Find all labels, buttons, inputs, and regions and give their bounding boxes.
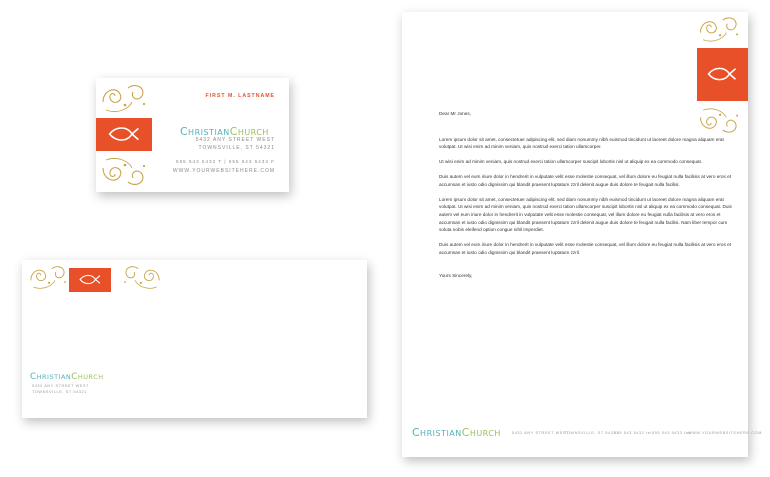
fish-icon (707, 65, 737, 83)
card-name: FIRST M. LASTNAME (205, 93, 275, 99)
letter-paragraph: Lorem ipsum dolor sit amet, consectetuer adipiscing elit, sed diam nonummy nibh euismod tincidunt ut laoreet dolore magna aliquam erat volutpat. Ut wisi enim ad minim veniam, quis nostrud exerci tation ullamcorper suscipit lobortis nisl ut aliquip ex ea commodo consequat. Duis autem vel eum iriure dolor in hendrerit in vulputate velit esse molestie consequat, vel illum dolore eu feugiat nulla facilisis at vero eros et accumsan et iusto odio dignissim qui blandit praesent luptatum zzril delenit augue duis dolore te feugait nulla facilisi. Nam liber tempor cum soluta nobis eleifend option congue nihil imperdiet. (439, 196, 732, 233)
letter-paragraph: Duis autem vel eum iriure dolor in hendrerit in vulputate velit esse molestie consequat, vel illum dolore eu feugiat nulla facilisis at vero eros et accumsan et iusto odio dignissim qui blandit praesent luptatum zzril. (439, 242, 732, 255)
card-website: WWW.YOURWEBSITEHERE.COM (172, 168, 275, 174)
envelope-logo-wordmark: CHRISTIANCHURCH (30, 372, 104, 382)
letter-paragraph: Duis autem vel eum iriure dolor in hendrerit in vulputate velit esse molestie consequat, vel illum dolore eu feugiat nulla facilisis at vero eros et accumsan et iusto odio dignissim qui blandit praesent luptatum zzril delenit augue duis dolore te feugait nulla facilisi. (439, 174, 732, 187)
card-swirl-top-icon (98, 80, 154, 116)
letter-footer-city: TOWNSVILLE, ST 54321 (564, 431, 619, 435)
envelope (22, 260, 367, 418)
letter-swirl-top-icon (696, 12, 746, 46)
envelope-address1: 5432 ANY STREET WEST (32, 384, 90, 388)
letter-footer-address: 5432 ANY STREET WEST (512, 431, 570, 435)
envelope-logo-block (69, 268, 111, 292)
letter-logo-block (697, 48, 748, 101)
card-address2: TOWNSVILLE, ST 54321 (198, 145, 275, 151)
envelope-swirl-right-icon (116, 262, 164, 292)
card-phone: 555 543 5432 T | 555 543 5433 F (176, 159, 275, 164)
envelope-address2: TOWNSVILLE, ST 54321 (32, 390, 87, 394)
card-swirl-bottom-icon (98, 154, 154, 190)
fish-icon (79, 273, 101, 286)
card-logo-wordmark: CHRISTIANCHURCH (180, 125, 269, 138)
letter-footer-fax: 555 543 5433 fax (652, 431, 691, 435)
letter-body (439, 110, 739, 287)
letter-logo-wordmark: CHRISTIANCHURCH (412, 426, 501, 439)
card-logo-block (96, 118, 152, 151)
letter-paragraph: Lorem ipsum dolor sit amet, consectetuer adipiscing elit, sed diam nonummy nibh euismod tincidunt ut laoreet dolore magna aliquam erat volutpat. Ut wisi enim ad minim veniam, quis nostrud exerci tation ullamcorper. (439, 136, 724, 150)
card-address1: 5432 ANY STREET WEST (195, 137, 275, 143)
fish-icon (108, 124, 140, 144)
business-card (96, 78, 289, 192)
letter-footer-phone: 555 543 5432 tel (614, 431, 652, 435)
letter-closing: Yours Sincerely, (439, 273, 473, 279)
letter-footer-website: WWW.YOURWEBSITEHERE.COM (688, 431, 762, 435)
letterhead (402, 12, 762, 457)
letter-salutation: Dear Mr Jones, (439, 111, 472, 116)
envelope-swirl-left-icon (26, 262, 74, 292)
letter-paragraph: Ut wisi enim ad minim veniam, quis nostrud exerci tation ullamcorper suscipit lobortis nisl ut aliquip ex ea commodo consequat. (439, 159, 703, 165)
